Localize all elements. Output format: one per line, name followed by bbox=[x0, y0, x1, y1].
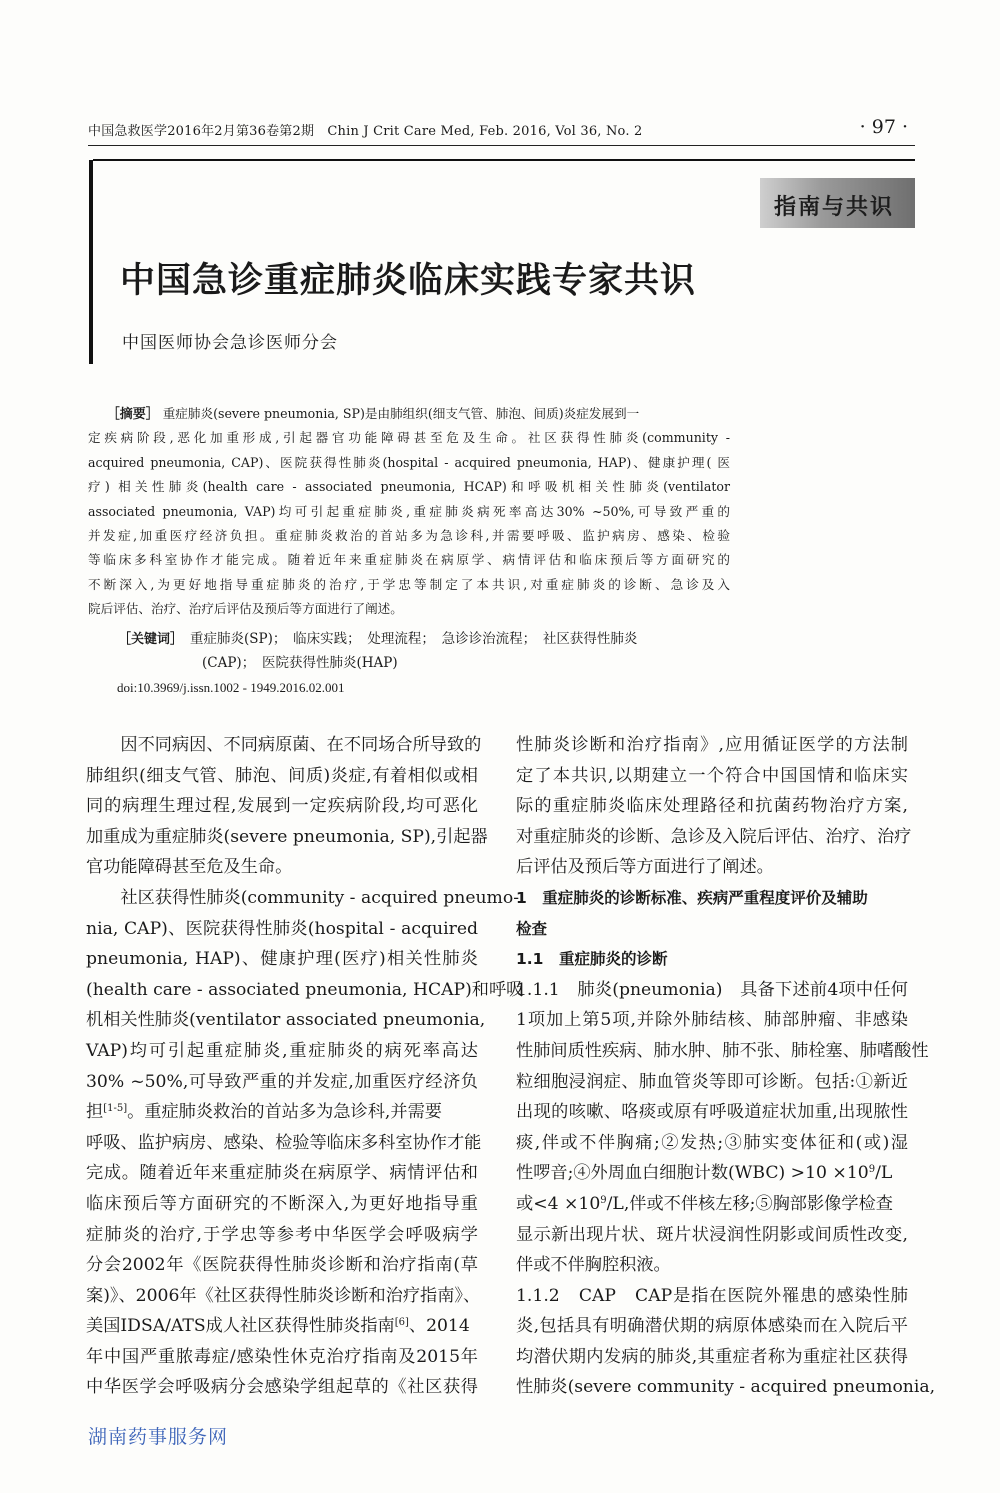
body-line: 痰,伴或不伴胸痛;②发热;③肺实变体征和(或)湿 bbox=[516, 1132, 908, 1153]
abstract-line: 定疾病阶段,恶化加重形成,引起器官功能障碍甚至危及生命。社区获得性肺炎(community - bbox=[88, 430, 730, 446]
abstract-label: ［摘要］ bbox=[113, 407, 159, 422]
column-tag bbox=[760, 178, 915, 228]
citation-ref: [1-5] bbox=[103, 1103, 128, 1115]
body-line: 后评估及预后等方面进行了阐述。 bbox=[516, 857, 774, 878]
body-line: 或$<4 \times 10^9/L$,伴或不伴核左移;⑤胸部影像学检查 bbox=[516, 1193, 893, 1214]
body-line: 定了本共识,以期建立一个符合中国国情和临床实 bbox=[516, 765, 908, 786]
keywords-line: (CAP)； 医院获得性肺炎(HAP) bbox=[202, 655, 398, 671]
body-line: 机相关性肺炎(ventilator associated pneumonia, bbox=[86, 1010, 486, 1031]
body-column-right bbox=[516, 730, 936, 1403]
body-line: 均潜伏期内发病的肺炎,其重症者称为重症社区获得 bbox=[516, 1346, 908, 1367]
body-line: 因不同病因、不同病原菌、在不同场合所导致的 bbox=[86, 735, 482, 755]
body-line: 加重成为重症肺炎(severe pneumonia, SP),引起器 bbox=[86, 826, 488, 847]
body-line: 美国IDSA/ATS成人社区获得性肺炎指南[6]、2014 bbox=[86, 1316, 470, 1337]
body-line: 1.1.2 CAP CAP是指在医院外罹患的感染性肺 bbox=[516, 1285, 908, 1306]
abstract bbox=[88, 402, 730, 622]
keywords-label: ［关键词］ bbox=[118, 632, 177, 647]
abstract-line: ［摘要］ 重症肺炎(severe pneumonia, SP)是由肺组织(细支气管、肺泡、间质)炎症发展到一 bbox=[113, 406, 640, 422]
body-line: 30% ~50%,可导致严重的并发症,加重医疗经济负 bbox=[86, 1071, 478, 1092]
article-title: 中国急诊重症肺炎临床实践专家共识 bbox=[120, 261, 697, 301]
body-line: 性肺间质性疾病、肺水肿、肺不张、肺栓塞、肺嗜酸性 bbox=[516, 1040, 929, 1061]
abstract-line: 不断深入,为更好地指导重症肺炎的治疗,于学忠等制定了本共识,对重症肺炎的诊断、急诊及入 bbox=[88, 576, 730, 592]
body-line: 案)》、2006年《社区获得性肺炎诊断和治疗指南》、 bbox=[86, 1285, 481, 1306]
body-line: 同的病理生理过程,发展到一定疾病阶段,均可恶化 bbox=[86, 796, 478, 817]
body-line: 呼吸、监护病房、感染、检验等临床多科室协作才能 bbox=[86, 1132, 482, 1153]
body-line: 粒细胞浸润症、肺血管炎等即可诊断。包括:①新近 bbox=[516, 1071, 908, 1092]
section-heading-1: 1 重症肺炎的诊断标准、疾病严重程度评价及辅助 bbox=[516, 888, 868, 907]
title-top-rule bbox=[93, 159, 915, 161]
watermark: 湖南药事服务网 bbox=[88, 1426, 229, 1448]
body-line: 担[1-5]。重症肺炎救治的首站多为急诊科,并需要 bbox=[86, 1102, 442, 1123]
body-line: 1.1.1 肺炎(pneumonia) 具备下述前4项中任何 bbox=[516, 979, 908, 1000]
body-line: 分会2002年《医院获得性肺炎诊断和治疗指南(草 bbox=[86, 1255, 478, 1276]
running-header bbox=[88, 118, 918, 142]
body-line: nia, CAP)、医院获得性肺炎(hospital - acquired bbox=[86, 918, 478, 939]
body-line: 肺组织(细支气管、肺泡、间质)炎症,有着相似或相 bbox=[86, 765, 478, 786]
citation-ref: [6] bbox=[394, 1317, 409, 1329]
body-line: 社区获得性肺炎(community - acquired pneumo- bbox=[86, 887, 520, 908]
section-heading-1-1: 1.1 重症肺炎的诊断 bbox=[516, 950, 668, 969]
body-line: 1项加上第5项,并除外肺结核、肺部肿瘤、非感染 bbox=[516, 1010, 908, 1031]
body-line: 官功能障碍甚至危及生命。 bbox=[86, 857, 293, 878]
body-line: 年中国严重脓毒症/感染性休克治疗指南及2015年 bbox=[86, 1346, 478, 1367]
title-side-bar-bottom bbox=[89, 238, 93, 364]
body-line: 完成。随着近年来重症肺炎在病原学、病情评估和 bbox=[86, 1163, 478, 1184]
body-line: pneumonia, HAP)、健康护理(医疗)相关性肺炎 bbox=[86, 949, 478, 970]
body-line: 出现的咳嗽、咯痰或原有呼吸道症状加重,出现脓性 bbox=[516, 1102, 908, 1123]
body-line: 显示新出现片状、斑片状浸润性阴影或间质性改变, bbox=[516, 1224, 908, 1245]
abstract-line: 等临床多科室协作才能完成。随着近年来重症肺炎在病原学、病情评估和临床预后等方面研究的 bbox=[88, 552, 730, 568]
keywords bbox=[118, 627, 730, 675]
abstract-line: acquired pneumonia, CAP)、医院获得性肺炎(hospital - acquired pneumonia, HAP)、健康护理( 医 bbox=[88, 454, 730, 470]
body-line: 症肺炎的治疗,于学忠等参考中华医学会呼吸病学 bbox=[86, 1224, 478, 1245]
body-line: 际的重症肺炎临床处理路径和抗菌药物治疗方案, bbox=[516, 796, 908, 817]
body-line: (health care - associated pneumonia, HCAP)和呼吸 bbox=[86, 979, 524, 1000]
body-line: 性肺炎(severe community - acquired pneumonia, bbox=[516, 1377, 936, 1398]
title-side-bar-top bbox=[89, 160, 93, 246]
section-heading-1-cont: 检查 bbox=[516, 919, 548, 938]
header-rule bbox=[88, 145, 915, 146]
abstract-line: 并发症,加重医疗经济负担。重症肺炎救治的首站多为急诊科,并需要呼吸、监护病房、感染、检验 bbox=[88, 527, 730, 543]
body-line: 性肺炎诊断和治疗指南》,应用循证医学的方法制 bbox=[516, 735, 908, 755]
column-tag-label: 指南与共识 bbox=[774, 195, 895, 220]
doi: doi:10.3969/j.issn.1002 - 1949.2016.02.001 bbox=[117, 680, 345, 695]
article-author: 中国医师协会急诊医师分会 bbox=[122, 333, 338, 353]
body-line: 炎,包括具有明确潜伏期的病原体感染而在入院后平 bbox=[516, 1316, 908, 1337]
body-column-left bbox=[86, 730, 524, 1403]
body-line: VAP)均可引起重症肺炎,重症肺炎的病死率高达 bbox=[86, 1040, 478, 1061]
abstract-line: 院后评估、治疗、治疗后评估及预后等方面进行了阐述。 bbox=[88, 601, 403, 617]
abstract-line: associated pneumonia, VAP)均可引起重症肺炎,重症肺炎病死率高达30% ~50%,可导致严重的 bbox=[88, 503, 730, 519]
body-line: 对重症肺炎的诊断、急诊及入院后评估、治疗、治疗 bbox=[516, 826, 912, 847]
body-line: 伴或不伴胸腔积液。 bbox=[516, 1255, 671, 1276]
page-number: · 97 · bbox=[859, 116, 908, 138]
body-line: 临床预后等方面研究的不断深入,为更好地指导重 bbox=[86, 1193, 478, 1214]
body-line: 中华医学会呼吸病分会感染学组起草的《社区获得 bbox=[86, 1377, 478, 1398]
abstract-line: 疗) 相关性肺炎(health care - associated pneumonia, HCAP)和呼吸机相关性肺炎(ventilator bbox=[88, 479, 730, 495]
body-line: 性啰音;④外周血白细胞计数$(WBC) >10 \times 10^9/L$ bbox=[516, 1163, 893, 1184]
keywords-line: ［关键词］ 重症肺炎(SP)； 临床实践； 处理流程； 急诊诊治流程； 社区获得性肺炎 bbox=[118, 631, 638, 647]
journal-citation: 中国急救医学2016年2月第36卷第2期 Chin J Crit Care Med, Feb. 2016, Vol 36, No. 2 bbox=[88, 124, 643, 139]
